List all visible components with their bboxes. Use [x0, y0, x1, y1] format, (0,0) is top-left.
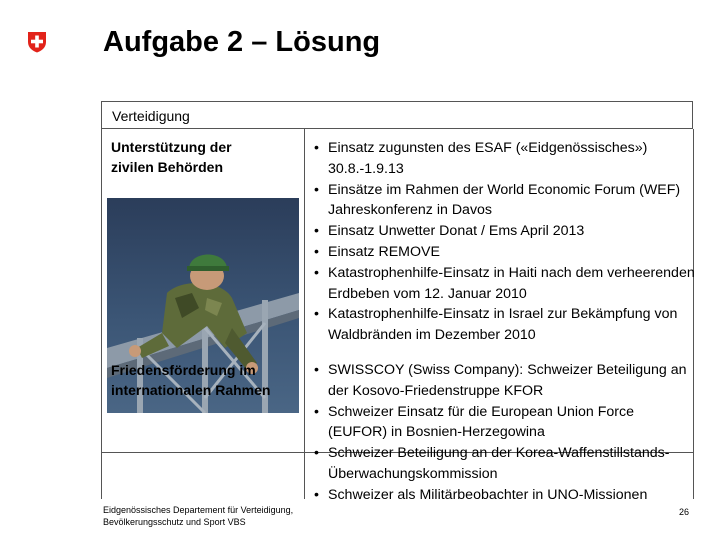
list-item: • Schweizer Einsatz für die European Union Force (EUFOR) in Bosnien-Herzegowina — [310, 402, 695, 444]
footer-department: Eidgenössisches Departement für Verteidigung, Bevölkerungsschutz und Sport VBS — [103, 505, 294, 527]
table-header: Verteidigung — [112, 108, 190, 124]
list-item: • Einsatz REMOVE — [310, 242, 695, 263]
list-item: • Katastrophenhilfe-Einsatz in Israel zur Bekämpfung von Waldbränden im Dezember 2010 — [310, 304, 695, 346]
list-item: • Katastrophenhilfe-Einsatz in Haiti nach dem verheerenden Erdbeben vom 12. Januar 2010 — [310, 263, 695, 305]
info-table — [101, 101, 695, 503]
row-label-peace-support: Friedensförderung im internationalen Rahmen — [111, 362, 271, 398]
row-label-civil-support: Unterstützung der zivilen Behörden — [111, 139, 232, 175]
list-item: • Einsatz zugunsten des ESAF («Eidgenössisches») 30.8.-1.9.13 — [310, 138, 695, 180]
swiss-cross-logo — [26, 31, 48, 53]
list-item: • Einsatz Unwetter Donat / Ems April 2013 — [310, 221, 695, 242]
page-number: 26 — [679, 507, 690, 517]
page-title: Aufgabe 2 – Lösung — [103, 26, 381, 58]
civil-support-list — [310, 138, 695, 346]
list-item: • Schweizer Beteiligung an der Korea-Waffenstillstands-Überwachungskommission — [310, 443, 695, 485]
peace-support-list — [310, 360, 695, 506]
table-column-divider — [304, 129, 305, 499]
table-left-border — [101, 129, 102, 499]
list-item: • SWISSCOY (Swiss Company): Schweizer Beteiligung an der Kosovo-Friedenstruppe KFOR — [310, 360, 695, 402]
list-item: • Schweizer als Militärbeobachter in UNO-Missionen — [310, 485, 695, 506]
list-item: • Einsätze im Rahmen der World Economic Forum (WEF) Jahreskonferenz in Davos — [310, 180, 695, 222]
table-header-row — [101, 101, 693, 129]
